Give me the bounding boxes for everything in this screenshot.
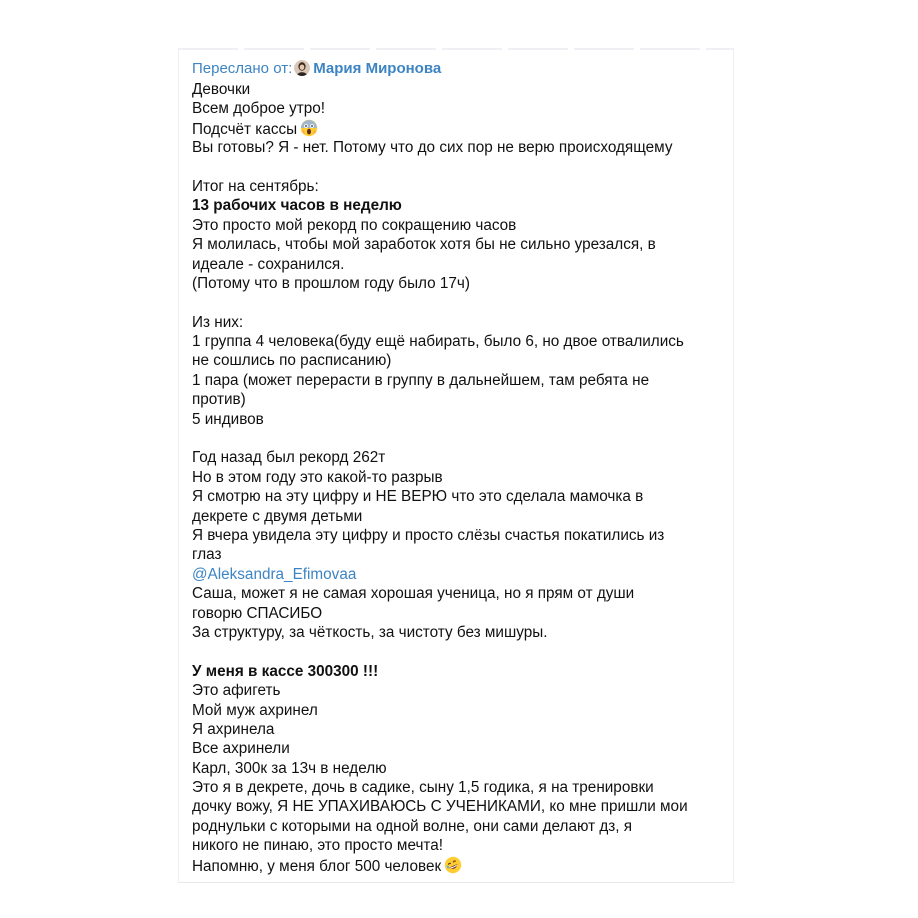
message-line-text: Я ахринела <box>192 720 275 738</box>
message-line <box>192 313 728 332</box>
message-line-text: Итог на сентябрь: <box>192 177 319 195</box>
message-line <box>192 390 728 409</box>
message-line-text: против) <box>192 391 246 409</box>
message-line <box>192 448 728 467</box>
message-line-text: Мой муж ахринел <box>192 701 318 719</box>
message-line <box>192 293 728 312</box>
message-line <box>192 429 728 448</box>
message-line-text: говорю СПАСИБО <box>192 604 323 622</box>
message-line <box>192 797 728 816</box>
message-line-text: не сошлись по расписанию) <box>192 352 392 370</box>
message-line-text: Я смотрю на эту цифру и НЕ ВЕРЮ что это сделала мамочка в <box>192 488 644 506</box>
message-line <box>192 80 728 99</box>
message-line-text: 1 группа 4 человека(буду ещё набирать, было 6, но двое отвалились <box>192 333 684 351</box>
message-text <box>192 80 728 875</box>
message-line <box>192 720 728 739</box>
message-line <box>192 778 728 797</box>
message-line <box>192 196 728 215</box>
message-line-text: У меня в кассе 300300 !!! <box>192 662 379 680</box>
message-line-text: Это я в декрете, дочь в садике, сыну 1,5 годика, я на тренировки <box>192 779 654 797</box>
message-line-text: Карл, 300к за 13ч в неделю <box>192 759 387 777</box>
profile-photo-icon[interactable] <box>294 60 310 76</box>
message-line <box>192 759 728 778</box>
message-line-text: Вы готовы? Я - нет. Потому что до сих пор не верю происходящему <box>192 139 673 157</box>
message-line <box>192 216 728 235</box>
message-line <box>192 662 728 681</box>
message-line <box>192 410 728 429</box>
message-line-text: Подсчёт кассы <box>192 120 298 138</box>
message-line <box>192 856 728 875</box>
message-line-text: Из них: <box>192 313 244 331</box>
message-line-text: Напомню, у меня блог 500 человек <box>192 857 442 875</box>
message-line <box>192 487 728 506</box>
message-line <box>192 642 728 661</box>
message-line <box>192 623 728 642</box>
message-line-text: (Потому что в прошлом году было 17ч) <box>192 274 470 292</box>
message-line <box>192 235 728 254</box>
message-line-text: 1 пара (может перерасти в группу в дальнейшем, там ребята не <box>192 371 650 389</box>
message-line <box>192 274 728 293</box>
message-line-text: Всем доброе утро! <box>192 100 326 118</box>
message-line-text: За структуру, за чёткость, за чистоту без мишуры. <box>192 623 548 641</box>
message-line <box>192 158 728 177</box>
message-line <box>192 604 728 623</box>
message-line <box>192 468 728 487</box>
forwarded-label: Переслано от: <box>192 60 293 77</box>
message-line <box>192 332 728 351</box>
message-line-text: Но в этом году это какой-то разрыв <box>192 468 443 486</box>
forward-author-link[interactable]: Мария Миронова <box>313 60 442 77</box>
message-line <box>192 507 728 526</box>
message-line-text: Я вчера увидела эту цифру и просто слёзы счастья покатились из <box>192 526 665 544</box>
message-line-text: Саша, может я не самая хорошая ученица, но я прям от души <box>192 585 635 603</box>
message-line-text: декрете с двумя детьми <box>192 507 363 525</box>
message-line-text: Все ахринели <box>192 740 290 758</box>
message-line-text: Год назад был рекорд 262т <box>192 449 386 467</box>
message-line <box>192 584 728 603</box>
message-line <box>192 371 728 390</box>
rofl-emoji-icon <box>444 856 462 874</box>
mention-link[interactable] <box>192 565 728 584</box>
message-line-text: дочку вожу, Я НЕ УПАХИВАЮСЬ С УЧЕНИКАМИ, ко мне пришли мои <box>192 798 688 816</box>
message-line-text: роднульки с которыми на одной волне, они сами делают дз, я <box>192 817 633 835</box>
message-line <box>192 177 728 196</box>
message-line <box>192 817 728 836</box>
message-line <box>192 545 728 564</box>
message-line-text: идеале - сохранился. <box>192 255 345 273</box>
message-line-text: никого не пинаю, это просто мечта! <box>192 837 444 855</box>
message-line <box>192 526 728 545</box>
message-line <box>192 138 728 157</box>
message-line-text: 13 рабочих часов в неделю <box>192 197 402 215</box>
message-line <box>192 351 728 370</box>
message-line-text: Это афигеть <box>192 682 281 700</box>
message-line-text: глаз <box>192 546 222 564</box>
message-line-text: 5 индивов <box>192 410 264 428</box>
forwarded-header[interactable] <box>192 60 441 78</box>
message-line-text: Я молилась, чтобы мой заработок хотя бы не сильно урезался, в <box>192 236 656 254</box>
scream-emoji-icon <box>300 119 318 137</box>
message-line-text: Это просто мой рекорд по сокращению часов <box>192 216 517 234</box>
message-line-text: @Aleksandra_Efimovaa <box>192 565 357 583</box>
message-line <box>192 836 728 855</box>
message-line <box>192 99 728 118</box>
message-line <box>192 255 728 274</box>
message-line <box>192 701 728 720</box>
message-line <box>192 739 728 758</box>
message-line-text: Девочки <box>192 81 251 98</box>
message-line <box>192 681 728 700</box>
message-line <box>192 119 728 138</box>
